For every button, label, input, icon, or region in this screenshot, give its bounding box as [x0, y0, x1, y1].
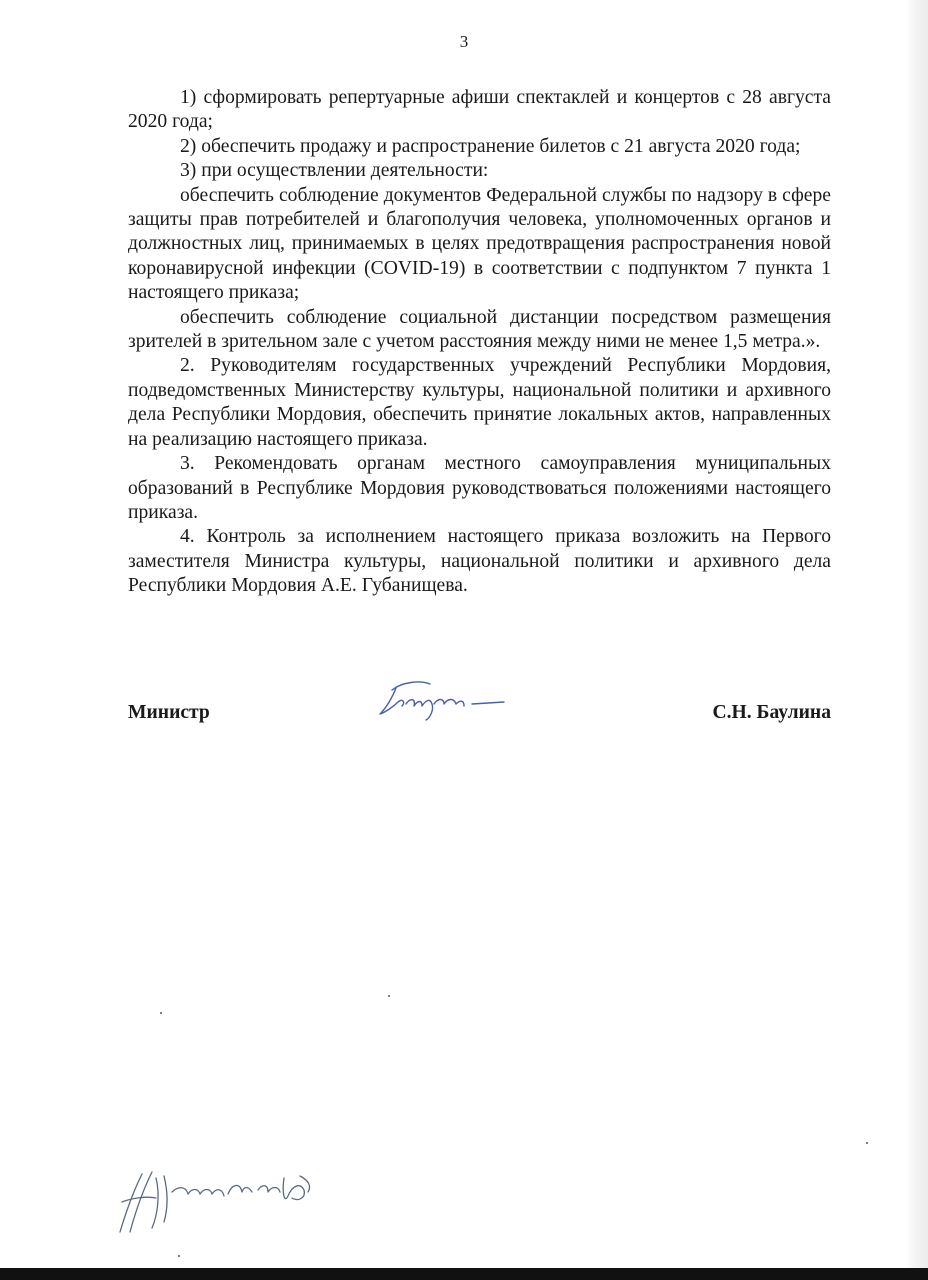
- handwritten-signature: [372, 676, 512, 726]
- document-body: [128, 86, 831, 599]
- paragraph-point-3: 3. Рекомендовать органам местного самоуправления муниципальных образований в Республике Мордовия руководствоваться положениями настоящего приказа.: [128, 453, 831, 523]
- page-number: 3: [459, 32, 469, 51]
- paragraph-item-1: 1) сформировать репертуарные афиши спектаклей и концертов с 28 августа 2020 года;: [128, 87, 831, 133]
- handwritten-initials: [112, 1162, 322, 1242]
- scan-bottom-edge: [0, 1268, 928, 1280]
- paragraph-point-2: 2. Руководителям государственных учреждений Республики Мордовия, подведомственных Министерству культуры, национальной политики и архивного дела Республики Мордовия, обеспечить принятие локальных актов, направленных на реализацию настоящего приказа.: [128, 355, 831, 450]
- scan-speck: [160, 1012, 162, 1014]
- scan-edge-shadow: [906, 0, 928, 1280]
- paragraph-rospotrebnadzor: обеспечить соблюдение документов Федеральной службы по надзору в сфере защиты прав потребителей и благополучия человека, уполномоченных органов и должностных лиц, принимаемых в целях предотвращения распространения новой коронавирусной инфекции (COVID-19) в соответствии с подпунктом 7 пункта 1 настоящего приказа;: [128, 184, 831, 304]
- signatory-name: С.Н. Баулина: [712, 702, 831, 723]
- paragraph-distance: обеспечить соблюдение социальной дистанции посредством размещения зрителей в зрительном зале с учетом расстояния между ними не менее 1,5 метра.».: [128, 306, 831, 353]
- paragraph-item-3: 3) при осуществлении деятельности:: [180, 160, 489, 182]
- paragraph-point-4: 4. Контроль за исполнением настоящего приказа возложить на Первого заместителя Министра культуры, национальной политики и архивного дела Республики Мордовия А.Е. Губанищева.: [128, 526, 831, 597]
- scan-speck: [178, 1255, 180, 1257]
- scan-speck: [388, 995, 390, 997]
- scan-speck: [866, 1142, 868, 1144]
- signatory-title: Министр: [128, 702, 210, 723]
- paragraph-item-2: 2) обеспечить продажу и распространение билетов с 21 августа 2020 года;: [180, 135, 801, 157]
